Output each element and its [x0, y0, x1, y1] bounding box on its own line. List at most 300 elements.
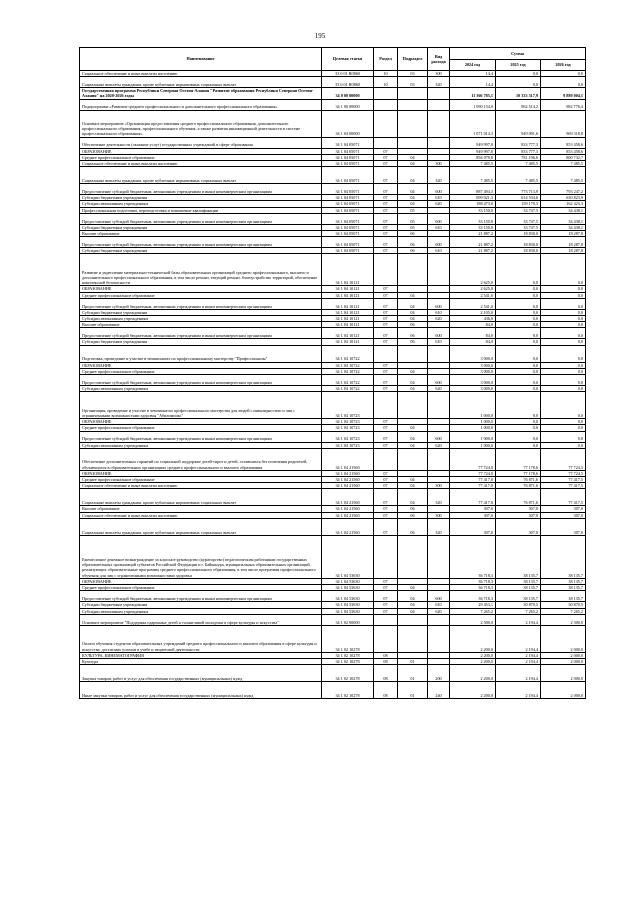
cell-subsection: 03 — [398, 71, 428, 77]
cell-expense-type: 600 — [428, 375, 450, 386]
cell-subsection: 04 — [398, 161, 428, 167]
cell-target-item: 34 1 04 05071 — [322, 201, 374, 207]
cell-expense-type: 300 — [428, 483, 450, 489]
cell-sum-2024: 33 150,0 — [450, 207, 496, 213]
cell-section — [374, 614, 398, 625]
cell-name: Социальное обеспечение и иные выплаты населению — [80, 71, 322, 77]
cell-subsection — [398, 448, 428, 470]
table-row — [80, 298, 586, 309]
cell-sum-2024: 77 417,0 — [450, 489, 496, 506]
cell-sum-2025: 0,0 — [496, 77, 541, 88]
cell-subsection: 04 — [398, 375, 428, 386]
cell-name: Среднее профессиональное образование — [80, 425, 322, 431]
cell-expense-type — [428, 254, 450, 286]
cell-sum-2026: 0,0 — [541, 345, 586, 362]
cell-subsection: 05 — [398, 224, 428, 230]
cell-subsection: 04 — [398, 585, 428, 591]
cell-name: Государственная программа Республики Северная Осетия-Алания "Развитие образования Республики Северная Осетия-Алания" на 2020-2026 годы — [80, 88, 322, 99]
cell-sum-2025: 38 135,7 — [496, 578, 541, 584]
cell-sum-2024: 3 000,0 — [450, 368, 496, 374]
cell-section: 08 — [374, 652, 398, 658]
cell-sum-2024: 3 000,0 — [450, 362, 496, 368]
cell-sum-2026: 0,0 — [541, 71, 586, 77]
table-body — [80, 71, 586, 699]
cell-name: ОБРАЗОВАНИЕ — [80, 362, 322, 368]
cell-sum-2026: 0,0 — [541, 254, 586, 286]
cell-sum-2025: 38 135,7 — [496, 591, 541, 602]
cell-section: 07 — [374, 578, 398, 584]
cell-section: 07 — [374, 518, 398, 535]
table-row — [80, 345, 586, 362]
cell-sum-2024: 1 000,0 — [450, 419, 496, 425]
cell-sum-2024: 3 000,0 — [450, 345, 496, 362]
cell-sum-2026: 800 732,7 — [541, 154, 586, 160]
cell-name: Среднее профессиональное образование — [80, 292, 322, 298]
cell-sum-2026: 38 135,7 — [541, 535, 586, 578]
cell-section — [374, 254, 398, 286]
cell-expense-type: 600 — [428, 237, 450, 248]
cell-sum-2025: 2 194,4 — [496, 665, 541, 682]
cell-sum-2026: 38 135,7 — [541, 591, 586, 602]
cell-sum-2025: 0,0 — [496, 71, 541, 77]
cell-sum-2025: 307,0 — [496, 512, 541, 518]
cell-sum-2026: 0,0 — [541, 316, 586, 322]
cell-sum-2025: 0,0 — [496, 368, 541, 374]
cell-section: 07 — [374, 161, 398, 167]
cell-subsection: 06 — [398, 231, 428, 237]
cell-expense-type: 610 — [428, 195, 450, 201]
cell-sum-2025: 2 194,4 — [496, 652, 541, 658]
cell-target-item: 34 1 04 10121 — [322, 298, 374, 309]
cell-subsection: 06 — [398, 237, 428, 248]
cell-sum-2025: 2 194,4 — [496, 658, 541, 664]
cell-target-item: 34 1 04 53630 — [322, 535, 374, 578]
cell-sum-2026: 2 000,0 — [541, 665, 586, 682]
table-header — [80, 48, 586, 71]
cell-sum-2025: 76 871,6 — [496, 483, 541, 489]
table-row — [80, 665, 586, 682]
header-sum: Сумма — [450, 48, 586, 60]
cell-sum-2024: 84,0 — [450, 339, 496, 345]
cell-subsection: 04 — [398, 608, 428, 614]
cell-target-item: 34 1 04 05071 — [322, 154, 374, 160]
table-row — [80, 431, 586, 442]
cell-subsection: 04 — [398, 483, 428, 489]
cell-expense-type — [428, 99, 450, 110]
cell-target-item: 34 1 04 10722 — [322, 386, 374, 392]
cell-subsection: 04 — [398, 602, 428, 608]
cell-subsection: 04 — [398, 431, 428, 442]
cell-section: 07 — [374, 248, 398, 254]
table-row — [80, 213, 586, 224]
cell-target-item: 34 1 04 05071 — [322, 195, 374, 201]
cell-sum-2025: 833 777,3 — [496, 137, 541, 148]
cell-sum-2026: 77 417,5 — [541, 489, 586, 506]
cell-sum-2026: 0,0 — [541, 386, 586, 392]
cell-subsection: 03 — [398, 77, 428, 88]
cell-section: 07 — [374, 506, 398, 512]
cell-sum-2024: 949 997,0 — [450, 148, 496, 154]
cell-sum-2024: 14,4 — [450, 77, 496, 88]
table-row — [80, 614, 586, 625]
cell-section: 07 — [374, 224, 398, 230]
cell-section: 07 — [374, 298, 398, 309]
cell-subsection: 04 — [398, 167, 428, 184]
cell-sum-2024: 7 265,2 — [450, 608, 496, 614]
cell-sum-2024: 7 485,5 — [450, 161, 496, 167]
cell-target-item: 34 1 04 00000 — [322, 110, 374, 137]
cell-target-item: 34 1 02 10278 — [322, 625, 374, 652]
cell-sum-2026: 34 438,1 — [541, 207, 586, 213]
cell-name: Предоставление субсидий бюджетным, автономным учреждениям и иным некоммерческим организациям — [80, 431, 322, 442]
cell-sum-2026: 0,0 — [541, 309, 586, 315]
table-row — [80, 375, 586, 386]
cell-section: 07 — [374, 237, 398, 248]
cell-target-item: 34 1 04 10121 — [322, 254, 374, 286]
cell-section: 07 — [374, 483, 398, 489]
cell-name: Подготовка, проведение и участие в чемпионатах по профессиональному мастерству "Профессионалы" — [80, 345, 322, 362]
cell-section — [374, 345, 398, 362]
cell-name: Высшее образование — [80, 322, 322, 328]
cell-sum-2026: 0,0 — [541, 375, 586, 386]
cell-target-item: 34 1 04 05071 — [322, 148, 374, 154]
cell-subsection — [398, 535, 428, 578]
table-row — [80, 254, 586, 286]
cell-sum-2026: 0,0 — [541, 339, 586, 345]
cell-sum-2025: 7 485,5 — [496, 167, 541, 184]
cell-subsection — [398, 99, 428, 110]
cell-target-item: 34 1 00 00000 — [322, 99, 374, 110]
table-row — [80, 99, 586, 110]
cell-sum-2026: 77 724,5 — [541, 470, 586, 476]
cell-sum-2026: 2 000,0 — [541, 658, 586, 664]
cell-sum-2024: 14,4 — [450, 71, 496, 77]
cell-expense-type: 300 — [428, 161, 450, 167]
cell-sum-2024: 1 000,0 — [450, 442, 496, 448]
cell-sum-2025: 2 194,4 — [496, 625, 541, 652]
cell-section: 07 — [374, 201, 398, 207]
cell-sum-2024: 3 000,0 — [450, 375, 496, 386]
cell-target-item: 34 1 04 53630 — [322, 578, 374, 584]
cell-sum-2025: 0,0 — [496, 328, 541, 339]
cell-section: 07 — [374, 442, 398, 448]
cell-name: ОБРАЗОВАНИЕ — [80, 578, 322, 584]
cell-subsection: 04 — [398, 442, 428, 448]
cell-expense-type: 620 — [428, 442, 450, 448]
cell-subsection: 01 — [398, 665, 428, 682]
cell-section: 07 — [374, 292, 398, 298]
table-row — [80, 448, 586, 470]
cell-expense-type: 620 — [428, 608, 450, 614]
cell-sum-2026: 30 870,5 — [541, 602, 586, 608]
page-number: 195 — [314, 32, 326, 40]
cell-expense-type: 320 — [428, 489, 450, 506]
cell-sum-2024: 33 150,0 — [450, 213, 496, 224]
cell-section: 07 — [374, 608, 398, 614]
cell-name: Социальные выплаты гражданам, кроме публичных нормативных социальных выплат — [80, 167, 322, 184]
cell-name: Предоставление субсидий бюджетным, автономным учреждениям и иным некоммерческим организациям — [80, 328, 322, 339]
cell-name: Субсидии автономным учреждениям — [80, 442, 322, 448]
cell-sum-2024: 2 200,0 — [450, 682, 496, 699]
cell-subsection: 06 — [398, 339, 428, 345]
cell-sum-2026: 0,0 — [541, 77, 586, 88]
cell-sum-2025: 0,0 — [496, 431, 541, 442]
cell-sum-2026: 853 458,6 — [541, 137, 586, 148]
cell-section: 07 — [374, 154, 398, 160]
cell-sum-2024: 2 200,0 — [450, 665, 496, 682]
cell-subsection: 06 — [398, 506, 428, 512]
cell-name: Предоставление субсидий бюджетным, автономным учреждениям и иным некоммерческим организациям — [80, 213, 322, 224]
cell-target-item: 34 1 04 10723 — [322, 419, 374, 425]
cell-expense-type: 600 — [428, 213, 450, 224]
cell-target-item: 34 1 04 05071 — [322, 231, 374, 237]
cell-target-item: 34 1 04 21560 — [322, 448, 374, 470]
cell-sum-2024: 36 718,3 — [450, 591, 496, 602]
cell-target-item: 34 1 04 10722 — [322, 362, 374, 368]
cell-sum-2026: 307,0 — [541, 512, 586, 518]
cell-subsection: 05 — [398, 207, 428, 213]
cell-sum-2024: 21 887,2 — [450, 248, 496, 254]
cell-target-item: 34 1 04 05071 — [322, 137, 374, 148]
cell-expense-type: 620 — [428, 386, 450, 392]
cell-expense-type — [428, 345, 450, 362]
cell-name: Социальное обеспечение и иные выплаты населению — [80, 161, 322, 167]
table-row — [80, 184, 586, 195]
cell-name: Профессиональная подготовка, переподготовка и повышение квалификации — [80, 207, 322, 213]
table-row — [80, 328, 586, 339]
table-row — [80, 682, 586, 699]
cell-target-item: 34 1 04 10723 — [322, 431, 374, 442]
cell-subsection: 04 — [398, 195, 428, 201]
cell-target-item: 34 1 04 10121 — [322, 322, 374, 328]
cell-section: 07 — [374, 419, 398, 425]
cell-expense-type: 610 — [428, 339, 450, 345]
table-row — [80, 88, 586, 99]
cell-name: Субсидии автономным учреждениям — [80, 386, 322, 392]
cell-sum-2025: 781 196,6 — [496, 154, 541, 160]
cell-target-item: 34 1 04 21560 — [322, 512, 374, 518]
header-target-item: Целевая статья — [322, 48, 374, 71]
cell-name: Социальные выплаты гражданам, кроме публичных нормативных социальных выплат — [80, 489, 322, 506]
cell-subsection — [398, 88, 428, 99]
cell-subsection — [398, 625, 428, 652]
cell-name: Организация, проведение и участие в чемпионатах профессионального мастерства для людей с инвалидностью и лиц с ограниченными возможностями здоровья "Абилимпикс" — [80, 392, 322, 419]
cell-sum-2026: 38 135,7 — [541, 585, 586, 591]
cell-section: 07 — [374, 195, 398, 201]
cell-name: Среднее профессиональное образование — [80, 477, 322, 483]
cell-sum-2026: 630 823,9 — [541, 195, 586, 201]
cell-sum-2024: 1 000,0 — [450, 392, 496, 419]
cell-sum-2024: 2 541,0 — [450, 292, 496, 298]
cell-sum-2026: 2 300,0 — [541, 614, 586, 625]
cell-expense-type: 600 — [428, 431, 450, 442]
cell-sum-2024: 887 494,3 — [450, 184, 496, 195]
cell-target-item: 34 1 04 53630 — [322, 602, 374, 608]
cell-section: 07 — [374, 309, 398, 315]
cell-target-item: 34 1 04 05071 — [322, 161, 374, 167]
cell-expense-type — [428, 625, 450, 652]
cell-target-item: 34 1 04 10121 — [322, 316, 374, 322]
cell-sum-2024: 36 718,3 — [450, 585, 496, 591]
cell-sum-2026: 2 000,0 — [541, 625, 586, 652]
cell-sum-2025: 30 870,5 — [496, 602, 541, 608]
cell-sum-2024: 1 000,0 — [450, 425, 496, 431]
table-row — [80, 110, 586, 137]
cell-sum-2025: 18 830,0 — [496, 231, 541, 237]
cell-sum-2025: 307,0 — [496, 518, 541, 535]
cell-expense-type: 600 — [428, 591, 450, 602]
cell-sum-2026: 0,0 — [541, 328, 586, 339]
cell-name: ОБРАЗОВАНИЕ — [80, 286, 322, 292]
cell-subsection: 06 — [398, 248, 428, 254]
cell-name: Основное мероприятие «Организация предоставления среднего профессионального образования, дополнительного профессионального образования, профессионального обучения, а также развития инновационной деятельности в системе профессионального образования» — [80, 110, 322, 137]
cell-subsection: 06 — [398, 518, 428, 535]
cell-name: Предоставление субсидий бюджетным, автономным учреждениям и иным некоммерческим организациям — [80, 298, 322, 309]
cell-sum-2025: 18 830,0 — [496, 248, 541, 254]
cell-target-item: 34 1 02 10278 — [322, 682, 374, 699]
cell-target-item: 34 1 02 10278 — [322, 658, 374, 664]
cell-sum-2024: 77 417,0 — [450, 477, 496, 483]
cell-sum-2024: 36 718,3 — [450, 578, 496, 584]
cell-section — [374, 88, 398, 99]
cell-expense-type — [428, 535, 450, 578]
cell-sum-2025: 38 135,7 — [496, 535, 541, 578]
cell-subsection: 06 — [398, 328, 428, 339]
cell-name: Обеспечение деятельности (оказание услуг) государственных учреждений в сфере образования — [80, 137, 322, 148]
cell-target-item: 34 1 04 05071 — [322, 213, 374, 224]
header-year-2024: 2024 год — [450, 60, 496, 71]
cell-expense-type: 600 — [428, 328, 450, 339]
cell-sum-2025: 0,0 — [496, 362, 541, 368]
cell-sum-2026: 77 724,5 — [541, 448, 586, 470]
cell-name: Субсидии автономным учреждениям — [80, 201, 322, 207]
cell-sum-2026: 853 458,6 — [541, 148, 586, 154]
cell-sum-2024: 2 625,0 — [450, 286, 496, 292]
cell-name: Ежемесячное денежное вознаграждение за классное руководство (кураторство) педагогическим работникам государственных образовательных организаций субъектов Российской Федерации и г. Байконура, муниципальных образовательных организаций, реализующих образовательные программы среднего профессионального образования, в том числе программы профессионального обучения для лиц с ограниченными возможностями здоровья — [80, 535, 322, 578]
cell-sum-2024: 2 200,0 — [450, 652, 496, 658]
cell-sum-2026: 7 265,2 — [541, 608, 586, 614]
header-year-2026: 2026 год — [541, 60, 586, 71]
cell-subsection: 04 — [398, 591, 428, 602]
cell-section: 07 — [374, 213, 398, 224]
header-name: Наименование — [80, 48, 322, 71]
cell-section: 07 — [374, 489, 398, 506]
cell-sum-2026: 2 000,0 — [541, 682, 586, 699]
cell-sum-2026: 0,0 — [541, 368, 586, 374]
cell-sum-2024: 11 366 785,1 — [450, 88, 496, 99]
cell-section — [374, 625, 398, 652]
cell-name: Социальные выплаты гражданам, кроме публичных нормативных социальных выплат — [80, 518, 322, 535]
cell-name: Субсидии бюджетным учреждениям — [80, 195, 322, 201]
table-row — [80, 167, 586, 184]
cell-subsection: 04 — [398, 316, 428, 322]
cell-subsection — [398, 345, 428, 362]
cell-name: Субсидии бюджетным учреждениям — [80, 339, 322, 345]
cell-sum-2026: 0,0 — [541, 286, 586, 292]
cell-sum-2024: 307,0 — [450, 506, 496, 512]
cell-section: 07 — [374, 477, 398, 483]
cell-name: Социальное обеспечение и иные выплаты населению — [80, 512, 322, 518]
cell-sum-2024: 2 500,0 — [450, 614, 496, 625]
cell-section: 10 — [374, 77, 398, 88]
budget-table — [79, 47, 586, 699]
cell-sum-2026: 307,0 — [541, 518, 586, 535]
cell-sum-2024: 36 718,3 — [450, 535, 496, 578]
cell-target-item: 34 1 04 53630 — [322, 585, 374, 591]
cell-sum-2024: 1 071 014,3 — [450, 110, 496, 137]
cell-name: Среднее профессиональное образование — [80, 368, 322, 374]
cell-target-item: 34 1 04 21560 — [322, 506, 374, 512]
cell-sum-2025: 159 179,3 — [496, 201, 541, 207]
cell-target-item: 34 1 04 21560 — [322, 470, 374, 476]
cell-section: 07 — [374, 386, 398, 392]
cell-sum-2025: 7 485,5 — [496, 161, 541, 167]
cell-subsection — [398, 137, 428, 148]
cell-target-item: 34 1 04 10121 — [322, 339, 374, 345]
cell-subsection — [398, 254, 428, 286]
cell-target-item: 34 1 04 21560 — [322, 477, 374, 483]
cell-expense-type: 300 — [428, 71, 450, 77]
cell-section: 07 — [374, 167, 398, 184]
cell-sum-2026: 34 438,1 — [541, 224, 586, 230]
cell-subsection: 04 — [398, 184, 428, 195]
cell-sum-2025: 0,0 — [496, 386, 541, 392]
cell-name: Предоставление субсидий бюджетным, автономным учреждениям и иным некоммерческим организациям — [80, 237, 322, 248]
cell-subsection: 04 — [398, 154, 428, 160]
cell-section: 07 — [374, 512, 398, 518]
cell-sum-2024: 1 000,0 — [450, 431, 496, 442]
cell-sum-2025: 0,0 — [496, 339, 541, 345]
cell-name: ОБРАЗОВАНИЕ — [80, 419, 322, 425]
cell-sum-2024: 894 079,8 — [450, 154, 496, 160]
cell-section: 07 — [374, 375, 398, 386]
cell-sum-2026: 77 417,5 — [541, 477, 586, 483]
cell-sum-2025: 962 514,2 — [496, 99, 541, 110]
cell-section: 07 — [374, 591, 398, 602]
cell-section: 07 — [374, 470, 398, 476]
cell-target-item: 34 1 04 10723 — [322, 425, 374, 431]
cell-name: Субсидии бюджетным учреждениям — [80, 309, 322, 315]
cell-expense-type: 610 — [428, 248, 450, 254]
cell-expense-type — [428, 88, 450, 99]
cell-name: Обеспечение дополнительных гарантий по социальной поддержке детей-сирот и детей, оставшихся без попечения родителей, обучающихся в образовательных организациях среднего профессионального и высшего образования — [80, 448, 322, 470]
cell-name: Иные закупки товаров, работ и услуг для обеспечения государственных (муниципальных) нужд — [80, 682, 322, 699]
cell-sum-2024: 949 997,0 — [450, 137, 496, 148]
cell-target-item: 34 1 04 10723 — [322, 442, 374, 448]
cell-section: 10 — [374, 71, 398, 77]
cell-target-item: 34 1 04 05071 — [322, 167, 374, 184]
table-row — [80, 237, 586, 248]
cell-expense-type: 620 — [428, 201, 450, 207]
cell-sum-2025: 773 713,9 — [496, 184, 541, 195]
cell-sum-2024: 188 473,0 — [450, 201, 496, 207]
cell-section — [374, 448, 398, 470]
cell-subsection: 04 — [398, 298, 428, 309]
cell-sum-2025: 7 265,2 — [496, 608, 541, 614]
cell-section: 07 — [374, 286, 398, 292]
cell-sum-2025: 0,0 — [496, 298, 541, 309]
cell-sum-2025: 76 871,6 — [496, 477, 541, 483]
cell-name: Предоставление субсидий бюджетным, автономным учреждениям и иным некоммерческим организациям — [80, 184, 322, 195]
cell-section: 07 — [374, 585, 398, 591]
cell-sum-2026: 0,0 — [541, 392, 586, 419]
cell-name: Среднее профессиональное образование — [80, 585, 322, 591]
cell-expense-type — [428, 110, 450, 137]
cell-sum-2024: 77 724,0 — [450, 470, 496, 476]
table-row — [80, 518, 586, 535]
cell-sum-2025: 10 333 317,9 — [496, 88, 541, 99]
cell-sum-2026: 77 417,5 — [541, 483, 586, 489]
